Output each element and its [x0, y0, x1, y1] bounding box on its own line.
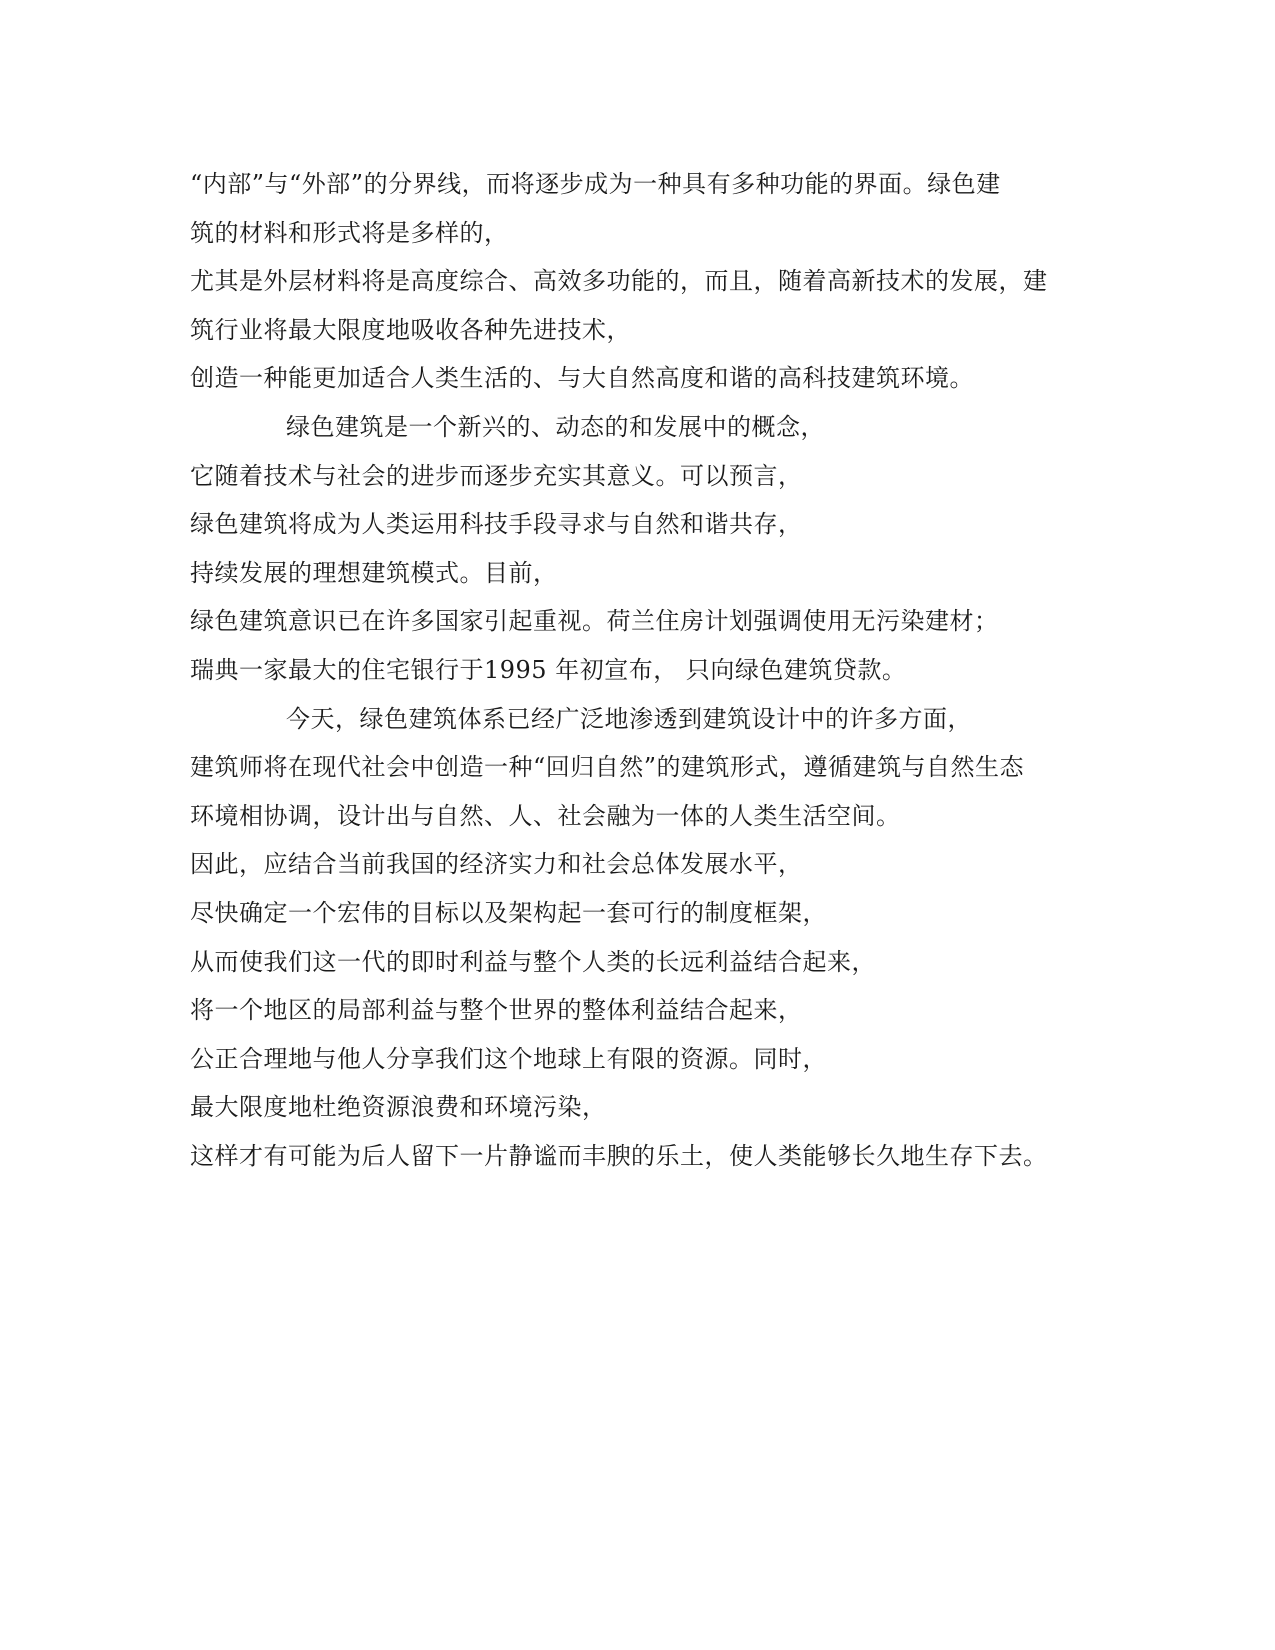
text-line: 最大限度地杜绝资源浪费和环境污染，	[190, 1093, 607, 1122]
text-line: 筑的材料和形式将是多样的，	[190, 218, 509, 247]
text-line: 这样才有可能为后人留下一片静谧而丰腴的乐土，使人类能够长久地生存下去。	[190, 1141, 1048, 1170]
text-line: 将一个地区的局部利益与整个世界的整体利益结合起来，	[190, 996, 803, 1025]
text-line: 建筑师将在现代社会中创造一种“回归自然”的建筑形式，遵循建筑与自然生态	[190, 753, 1025, 782]
text-line: 绿色建筑将成为人类运用科技手段寻求与自然和谐共存，	[190, 510, 803, 539]
text-line: 尤其是外层材料将是高度综合、高效多功能的，而且，随着高新技术的发展，建	[190, 267, 1048, 296]
text-line: 因此，应结合当前我国的经济实力和社会总体发展水平，	[190, 850, 803, 879]
text-line: 环境相协调，设计出与自然、人、社会融为一体的人类生活空间。	[190, 801, 901, 830]
paragraph-first-line: 今天，绿色建筑体系已经广泛地渗透到建筑设计中的许多方面，	[286, 704, 972, 733]
text-line: 瑞典一家最大的住宅银行于1995 年初宣布， 只向绿色建筑贷款。	[190, 655, 907, 684]
body-text	[190, 160, 1070, 1180]
text-line: 筑行业将最大限度地吸收各种先进技术，	[190, 315, 631, 344]
text-line: “内部”与“外部”的分界线，而将逐步成为一种具有多种功能的界面。绿色建	[190, 170, 1001, 198]
text-line: 它随着技术与社会的进步而逐步充实其意义。可以预言，	[190, 461, 803, 490]
text-line: 绿色建筑意识已在许多国家引起重视。荷兰住房计划强调使用无污染建材；	[190, 607, 999, 636]
text-line: 尽快确定一个宏伟的目标以及架构起一套可行的制度框架，	[190, 898, 827, 927]
text-line: 创造一种能更加适合人类生活的、与大自然高度和谐的高科技建筑环境。	[190, 364, 974, 393]
text-line: 公正合理地与他人分享我们这个地球上有限的资源。同时，	[190, 1044, 827, 1073]
text-line: 从而使我们这一代的即时利益与整个人类的长远利益结合起来，	[190, 947, 876, 976]
text-line: 持续发展的理想建筑模式。目前，	[190, 558, 558, 587]
paragraph-first-line: 绿色建筑是一个新兴的、动态的和发展中的概念，	[286, 412, 825, 441]
